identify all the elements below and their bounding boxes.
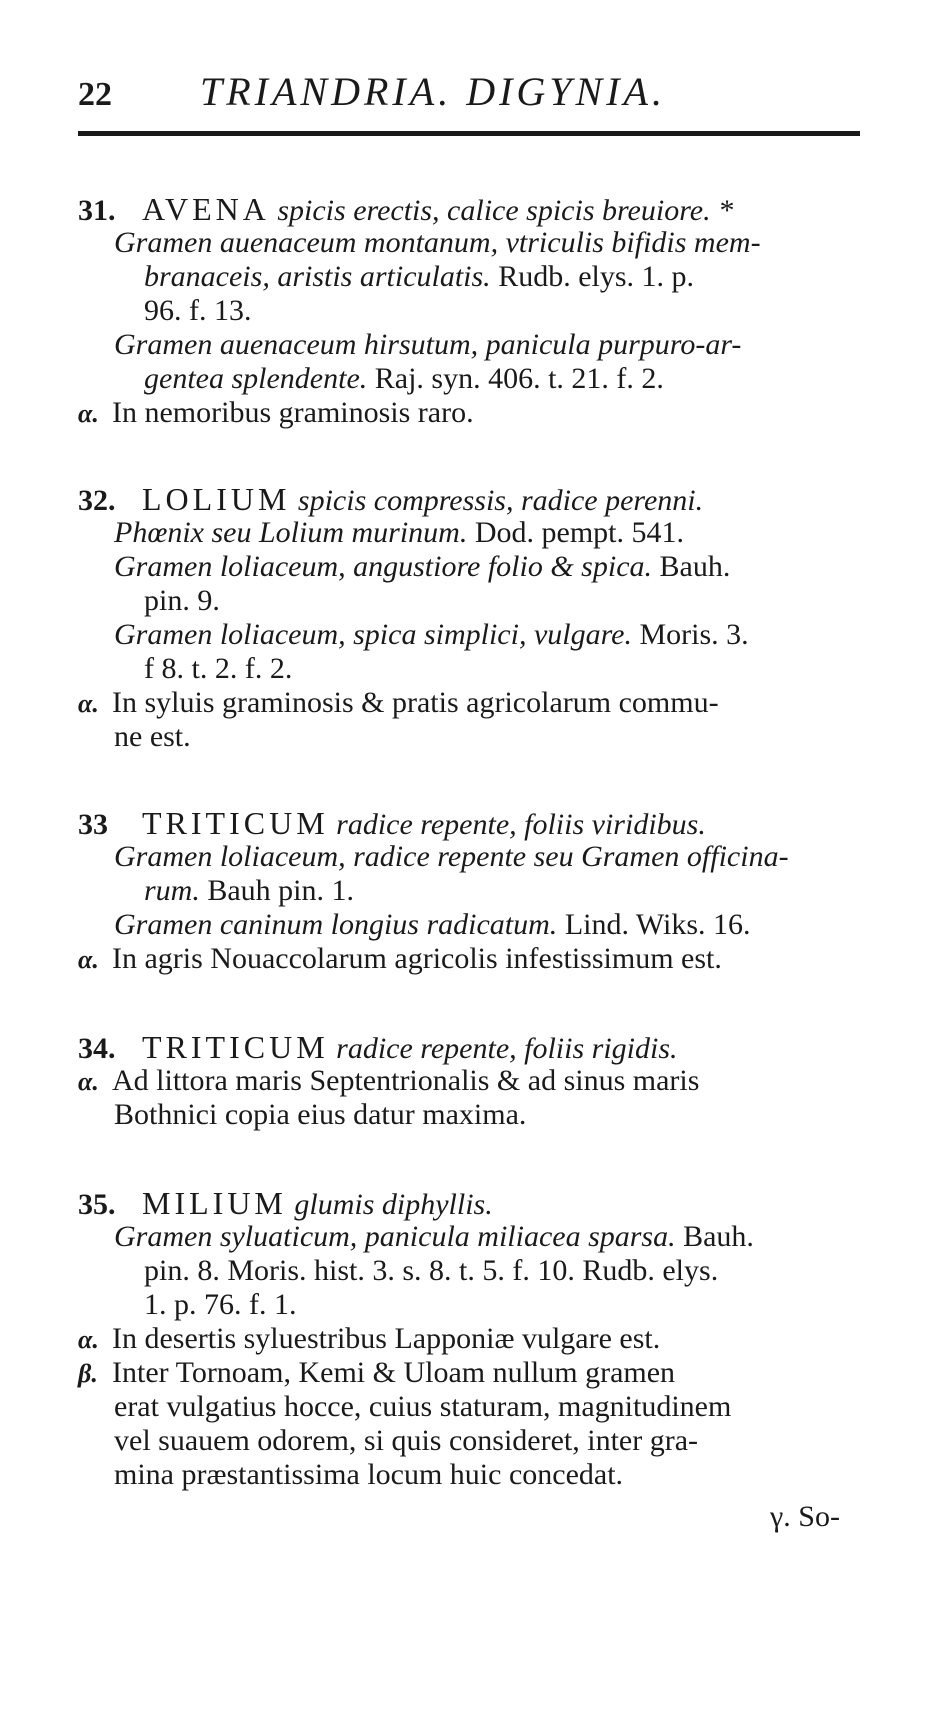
habitat-note-cont: ne est. — [114, 720, 191, 753]
diagnosis: glumis diphyllis. — [294, 1188, 493, 1221]
synonym-line: f 8. t. 2. f. 2. — [144, 652, 293, 685]
diagnosis: spicis compressis, radice perenni. — [297, 484, 704, 517]
entry-number: 32. — [78, 484, 116, 517]
synonym-line: pin. 8. Moris. hist. 3. s. 8. t. 5. f. 10. Rudb. elys. — [144, 1254, 719, 1287]
entry-number: 33 — [78, 808, 108, 841]
synonym-line: Gramen auenaceum hirsutum, panicula purpuro-ar- — [114, 328, 742, 361]
entry-35-heading — [78, 1186, 493, 1222]
header-rule — [78, 131, 860, 136]
entry-33-heading — [78, 806, 706, 842]
note-symbol: α. — [78, 689, 99, 718]
habitat-note-cont: erat vulgatius hocce, cuius staturam, magnitudinem — [114, 1390, 732, 1423]
note-symbol: β. — [78, 1359, 98, 1388]
synonym-line: pin. 9. — [144, 584, 220, 617]
habitat-note: α. In syluis graminosis & pratis agricolarum commu- — [78, 686, 719, 719]
genus-name: LOLIUM — [142, 481, 291, 517]
diagnosis: spicis erectis, calice spicis breuiore. * — [277, 194, 734, 227]
catchword: γ. So- — [770, 1500, 840, 1533]
habitat-note-cont: Bothnici copia eius datur maxima. — [114, 1098, 527, 1131]
synonym-line: Phœnix seu Lolium murinum. Dod. pempt. 541. — [114, 516, 684, 549]
entry-number: 31. — [78, 194, 116, 227]
synonym-line: rum. Bauh pin. 1. — [144, 874, 355, 907]
entry-number: 34. — [78, 1032, 116, 1065]
entry-31-heading — [78, 192, 733, 228]
note-symbol: α. — [78, 399, 99, 428]
habitat-note: α. In agris Nouaccolarum agricolis infestissimum est. — [78, 942, 722, 975]
entry-34-heading — [78, 1030, 678, 1066]
synonym-line: Gramen loliaceum, angustiore folio & spica. Bauh. — [114, 550, 731, 583]
note-symbol: α. — [78, 1325, 99, 1354]
synonym-line: 96. f. 13. — [144, 294, 252, 327]
synonym-line: branaceis, aristis articulatis. Rudb. elys. 1. p. — [144, 260, 695, 293]
synonym-line: 1. p. 76. f. 1. — [144, 1288, 297, 1321]
synonym-line: gentea splendente. Raj. syn. 406. t. 21. f. 2. — [144, 362, 664, 395]
genus-name: MILIUM — [142, 1185, 287, 1221]
habitat-note-cont: mina præstantissima locum huic concedat. — [114, 1458, 624, 1491]
genus-name: AVENA — [142, 191, 270, 227]
habitat-note-cont: vel suauem odorem, si quis consideret, inter gra- — [114, 1424, 699, 1457]
genus-name: TRITICUM — [142, 1029, 329, 1065]
synonym-line: Gramen auenaceum montanum, vtriculis bifidis mem- — [114, 226, 761, 259]
habitat-note: β. Inter Tornoam, Kemi & Uloam nullum gramen — [78, 1356, 676, 1389]
habitat-note: α. In desertis syluestribus Lapponiæ vulgare est. — [78, 1322, 661, 1355]
page-number: 22 — [78, 76, 112, 113]
note-symbol: α. — [78, 1067, 99, 1096]
genus-name: TRITICUM — [142, 805, 329, 841]
diagnosis: radice repente, foliis rigidis. — [336, 1032, 678, 1065]
diagnosis: radice repente, foliis viridibus. — [336, 808, 706, 841]
entry-number: 35. — [78, 1188, 116, 1221]
synonym-line: Gramen loliaceum, spica simplici, vulgare. Moris. 3. — [114, 618, 749, 651]
page-title: TRIANDRIA. DIGYNIA. — [200, 69, 666, 114]
synonym-line: Gramen caninum longius radicatum. Lind. Wiks. 16. — [114, 908, 751, 941]
synonym-line: Gramen loliaceum, radice repente seu Gramen officina- — [114, 840, 789, 873]
synonym-line: Gramen syluaticum, panicula miliacea sparsa. Bauh. — [114, 1220, 754, 1253]
note-symbol: α. — [78, 945, 99, 974]
running-header — [78, 60, 860, 120]
habitat-note: α. In nemoribus graminosis raro. — [78, 396, 474, 429]
entry-32-heading — [78, 482, 703, 518]
habitat-note: α. Ad littora maris Septentrionalis & ad sinus maris — [78, 1064, 700, 1097]
